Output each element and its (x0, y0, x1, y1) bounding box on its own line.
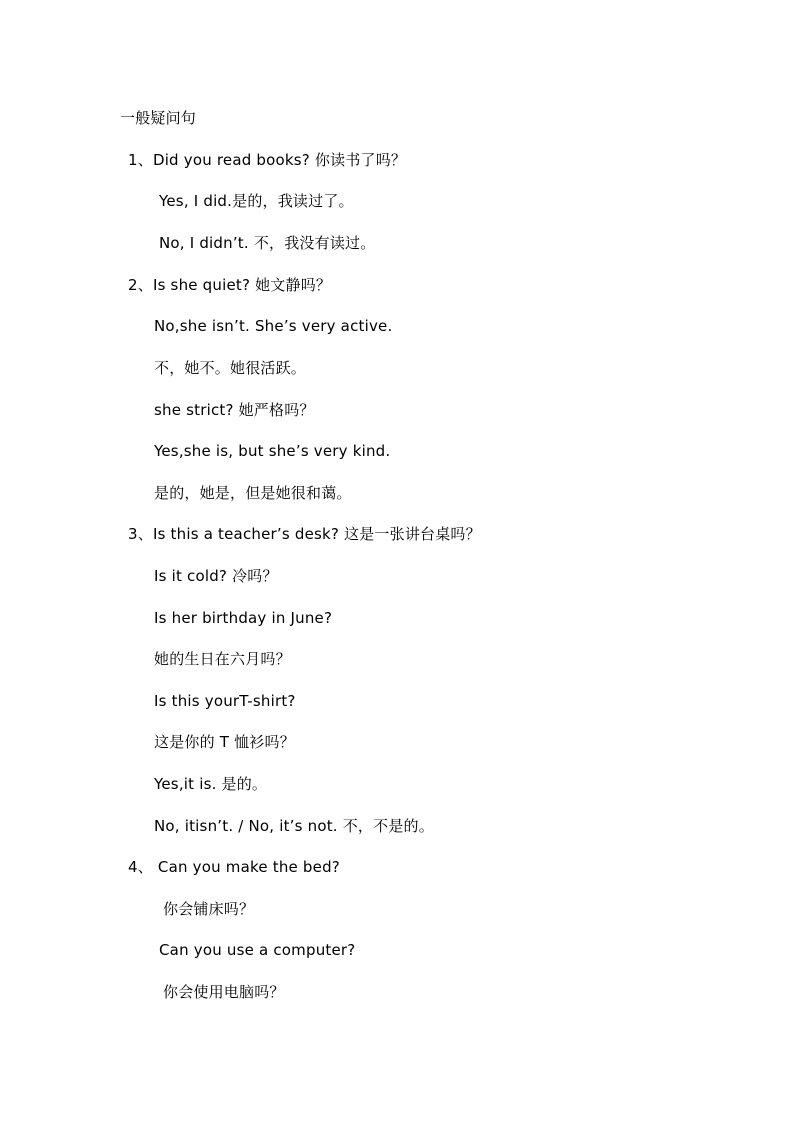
question-4-zh: 你会铺床吗？ (163, 900, 255, 918)
answer-1-no: No, I didn’t. 不，我没有读过。 (159, 234, 376, 252)
question-4: 4、 Can you make the bed? (128, 858, 340, 876)
answer-1-yes: Yes, I did.是的，我读过了。 (159, 192, 354, 210)
question-3b: Is it cold? 冷吗？ (154, 567, 278, 585)
answer-2b-zh: 是的，她是，但是她很和蔼。 (154, 484, 352, 502)
answer-2-en: No,she isn’t. She’s very active. (154, 317, 393, 335)
answer-3-no: No, itisn’t. / No, it’s not. 不，不是的。 (154, 817, 434, 835)
question-3d-zh: 这是你的 T 恤衫吗？ (154, 733, 295, 751)
question-1: 1、Did you read books? 你读书了吗？ (128, 151, 407, 169)
question-2b: she strict? 她严格吗？ (154, 401, 315, 419)
answer-2-zh: 不，她不。她很活跃。 (154, 359, 307, 377)
question-3c-en: Is her birthday in June? (154, 609, 333, 627)
document-title: 一般疑问句 (120, 109, 197, 127)
answer-3-yes: Yes,it is. 是的。 (154, 775, 268, 793)
question-3d-en: Is this yourT-shirt? (154, 692, 296, 710)
question-4b-zh: 你会使用电脑吗？ (163, 983, 285, 1001)
question-4b-en: Can you use a computer? (159, 941, 356, 959)
question-3: 3、Is this a teacher’s desk? 这是一张讲台桌吗？ (128, 525, 481, 543)
question-2: 2、Is she quiet? 她文静吗？ (128, 276, 332, 294)
question-3c-zh: 她的生日在六月吗？ (154, 650, 291, 668)
answer-2b-en: Yes,she is, but she’s very kind. (154, 442, 391, 460)
